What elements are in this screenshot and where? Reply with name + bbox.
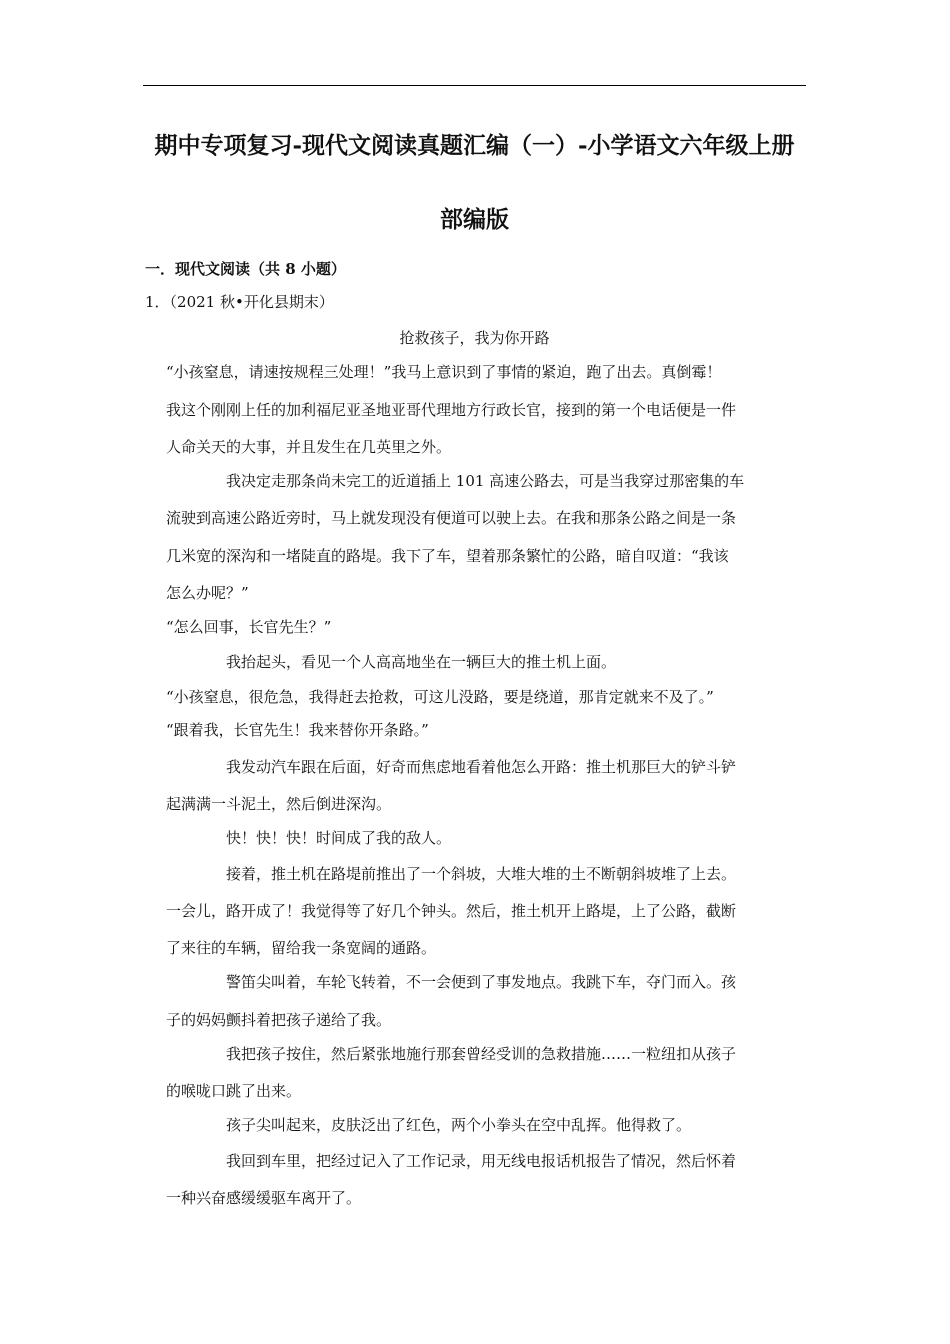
document-title-line2: 部编版 [440, 206, 509, 233]
passage-line: “怎么回事，长官先生？” [166, 618, 332, 636]
passage-line: 我把孩子按住，然后紧张地施行那套曾经受训的急救措施……一粒纽扣从孩子 [226, 1045, 737, 1063]
document-title: 期中专项复习-现代文阅读真题汇编（一）-小学语文六年级上册 [154, 132, 795, 159]
passage-line: 起满满一斗泥土，然后倒进深沟。 [166, 795, 392, 813]
question-number: 1．（2021 秋•开化县期末） [145, 293, 334, 311]
passage-line: “小孩窒息，很危急，我得赶去抢救，可这儿没路，要是绕道，那肯定就来不及了。” [166, 688, 714, 706]
passage-line: 流驶到高速公路近旁时，马上就发现没有便道可以驶上去。在我和那条公路之间是一条 [166, 509, 737, 527]
passage-line: 几米宽的深沟和一堵陡直的路堤。我下了车，望着那条繁忙的公路，暗自叹道：“我该 [166, 547, 729, 565]
passage-line: “跟着我，长官先生！我来替你开条路。” [166, 721, 429, 739]
passage-line: 警笛尖叫着，车轮飞转着，不一会便到了事发地点。我跳下车，夺门而入。孩 [226, 973, 737, 991]
passage-line: 我这个刚刚上任的加利福尼亚圣地亚哥代理地方行政长官，接到的第一个电话便是一件 [166, 401, 737, 419]
header-rule [143, 85, 806, 86]
passage-line: 我回到车里，把经过记入了工作记录，用无线电报话机报告了情况，然后怀着 [226, 1152, 737, 1170]
passage-line: 一会儿，路开成了！我觉得等了好几个钟头。然后，推土机开上路堤，上了公路，截断 [166, 902, 737, 920]
passage-line: 子的妈妈颤抖着把孩子递给了我。 [166, 1011, 392, 1029]
passage-line: 怎么办呢？” [166, 584, 249, 602]
section-heading: 一．现代文阅读（共 8 小题） [145, 260, 346, 278]
passage-line: “小孩窒息，请速按规程三处理！”我马上意识到了事情的紧迫，跑了出去。真倒霉！ [166, 363, 722, 381]
passage-line: 接着，推土机在路堤前推出了一个斜坡，大堆大堆的土不断朝斜坡堆了上去。 [226, 865, 737, 883]
passage-line: 我发动汽车跟在后面，好奇而焦虑地看着他怎么开路：推土机那巨大的铲斗铲 [226, 758, 737, 776]
passage-title: 抢救孩子，我为你开路 [399, 329, 550, 347]
passage-line: 人命关天的大事，并且发生在几英里之外。 [166, 438, 452, 456]
passage-line: 了来往的车辆，留给我一条宽阔的通路。 [166, 939, 437, 957]
passage-line: 一种兴奋感缓缓驱车离开了。 [166, 1189, 362, 1207]
passage-line: 我决定走那条尚未完工的近道插上 101 高速公路去，可是当我穿过那密集的车 [226, 472, 745, 490]
passage-line: 孩子尖叫起来，皮肤泛出了红色，两个小拳头在空中乱挥。他得救了。 [226, 1116, 692, 1134]
passage-line: 我抬起头，看见一个人高高地坐在一辆巨大的推土机上面。 [226, 653, 617, 671]
passage-line: 快！快！快！时间成了我的敌人。 [226, 829, 452, 847]
passage-line: 的喉咙口跳了出来。 [166, 1082, 302, 1100]
